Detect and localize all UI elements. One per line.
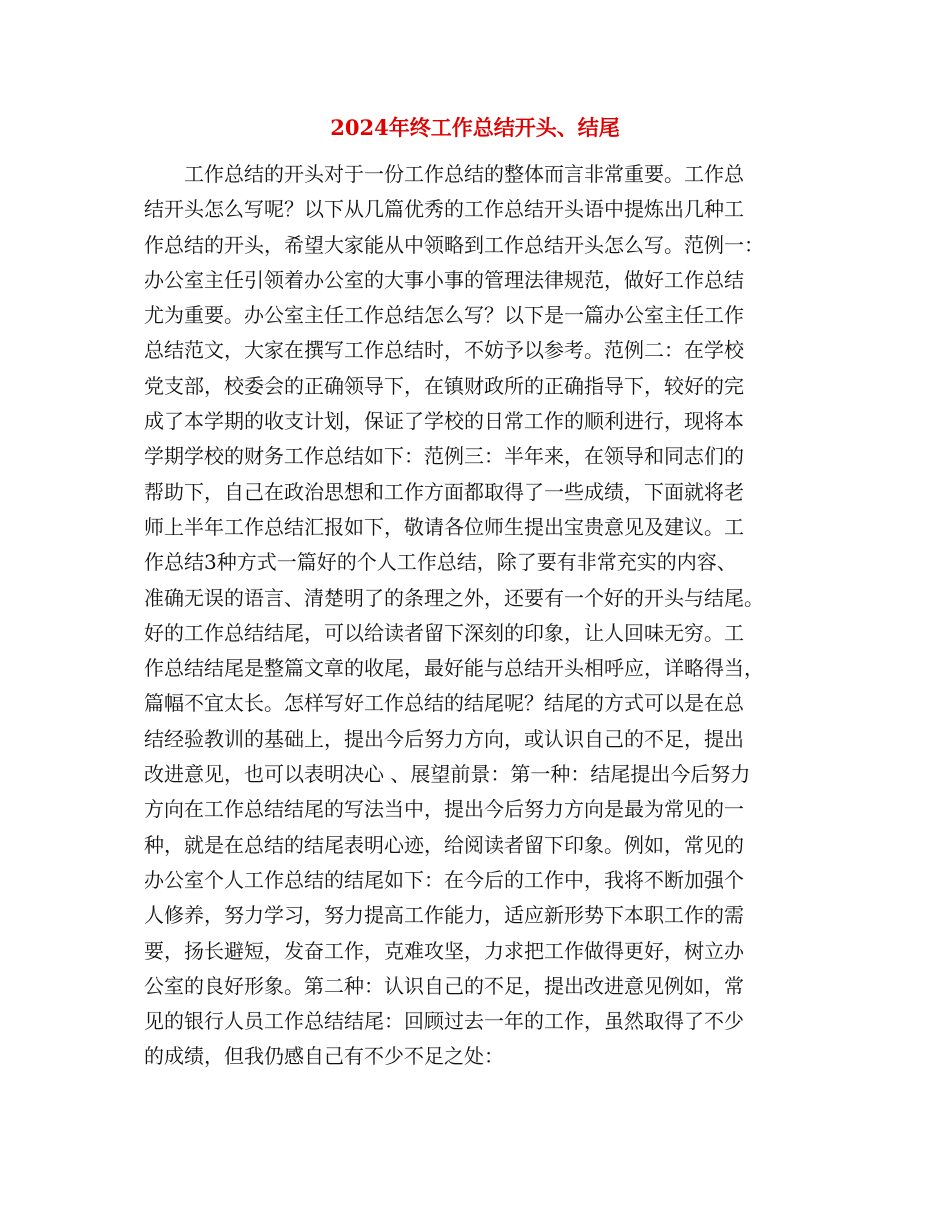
body-line: 作总结的开头，希望大家能从中领略到工作总结开头怎么写。范例一： [144, 232, 764, 257]
body-line: 准确无误的语言、清楚明了的条理之外，还要有一个好的开头与结尾。 [144, 585, 764, 610]
body-line: 方向在工作总结结尾的写法当中，提出今后努力方向是最为常见的一 [144, 797, 744, 822]
body-line: 改进意见，也可以表明决心 、展望前景：第一种：结尾提出今后努力 [144, 762, 751, 787]
body-line: 学期学校的财务工作总结如下：范例三：半年来，在领导和同志们的 [144, 444, 744, 469]
body-line: 的成绩，但我仍感自己有不少不足之处： [144, 1044, 504, 1069]
document-body [144, 157, 806, 1075]
body-line: 工作总结的开头对于一份工作总结的整体而言非常重要。工作总 [144, 162, 744, 186]
body-line: 作总结3种方式一篇好的个人工作总结，除了要有非常充实的内容、 [144, 550, 737, 575]
body-line: 见的银行人员工作总结结尾：回顾过去一年的工作，虽然取得了不少 [144, 1009, 744, 1034]
body-line: 党支部，校委会的正确领导下，在镇财政所的正确指导下，较好的完 [144, 373, 744, 398]
body-line: 公室的良好形象。第二种：认识自己的不足，提出改进意见例如，常 [144, 973, 744, 998]
body-line: 师上半年工作总结汇报如下，敬请各位师生提出宝贵意见及建议。工 [144, 514, 744, 539]
body-line: 好的工作总结结尾，可以给读者留下深刻的印象，让人回味无穷。工 [144, 620, 744, 645]
body-line: 结经验教训的基础上，提出今后努力方向，或认识自己的不足，提出 [144, 726, 744, 751]
body-line: 办公室主任引领着办公室的大事小事的管理法律规范，做好工作总结 [144, 267, 744, 292]
document-title: 2024年终工作总结开头、结尾 [330, 115, 620, 140]
body-line: 要，扬长避短，发奋工作，克难攻坚，力求把工作做得更好，树立办 [144, 938, 744, 963]
body-line: 办公室个人工作总结的结尾如下：在今后的工作中，我将不断加强个 [144, 867, 744, 892]
body-line: 篇幅不宜太长。怎样写好工作总结的结尾呢？结尾的方式可以是在总 [144, 691, 744, 716]
body-line: 结开头怎么写呢？以下从几篇优秀的工作总结开头语中提炼出几种工 [144, 197, 744, 222]
body-line: 作总结结尾是整篇文章的收尾，最好能与总结开头相呼应，详略得当， [144, 656, 764, 681]
body-line: 成了本学期的收支计划，保证了学校的日常工作的顺利进行，现将本 [144, 409, 744, 434]
body-line: 尤为重要。办公室主任工作总结怎么写？以下是一篇办公室主任工作 [144, 303, 744, 328]
body-line: 人修养，努力学习，努力提高工作能力，适应新形势下本职工作的需 [144, 903, 744, 928]
body-line: 总结范文，大家在撰写工作总结时，不妨予以参考。范例二：在学校 [144, 338, 744, 363]
body-line: 种，就是在总结的结尾表明心迹，给阅读者留下印象。例如，常见的 [144, 832, 744, 857]
body-line: 帮助下，自己在政治思想和工作方面都取得了一些成绩，下面就将老 [144, 479, 744, 504]
